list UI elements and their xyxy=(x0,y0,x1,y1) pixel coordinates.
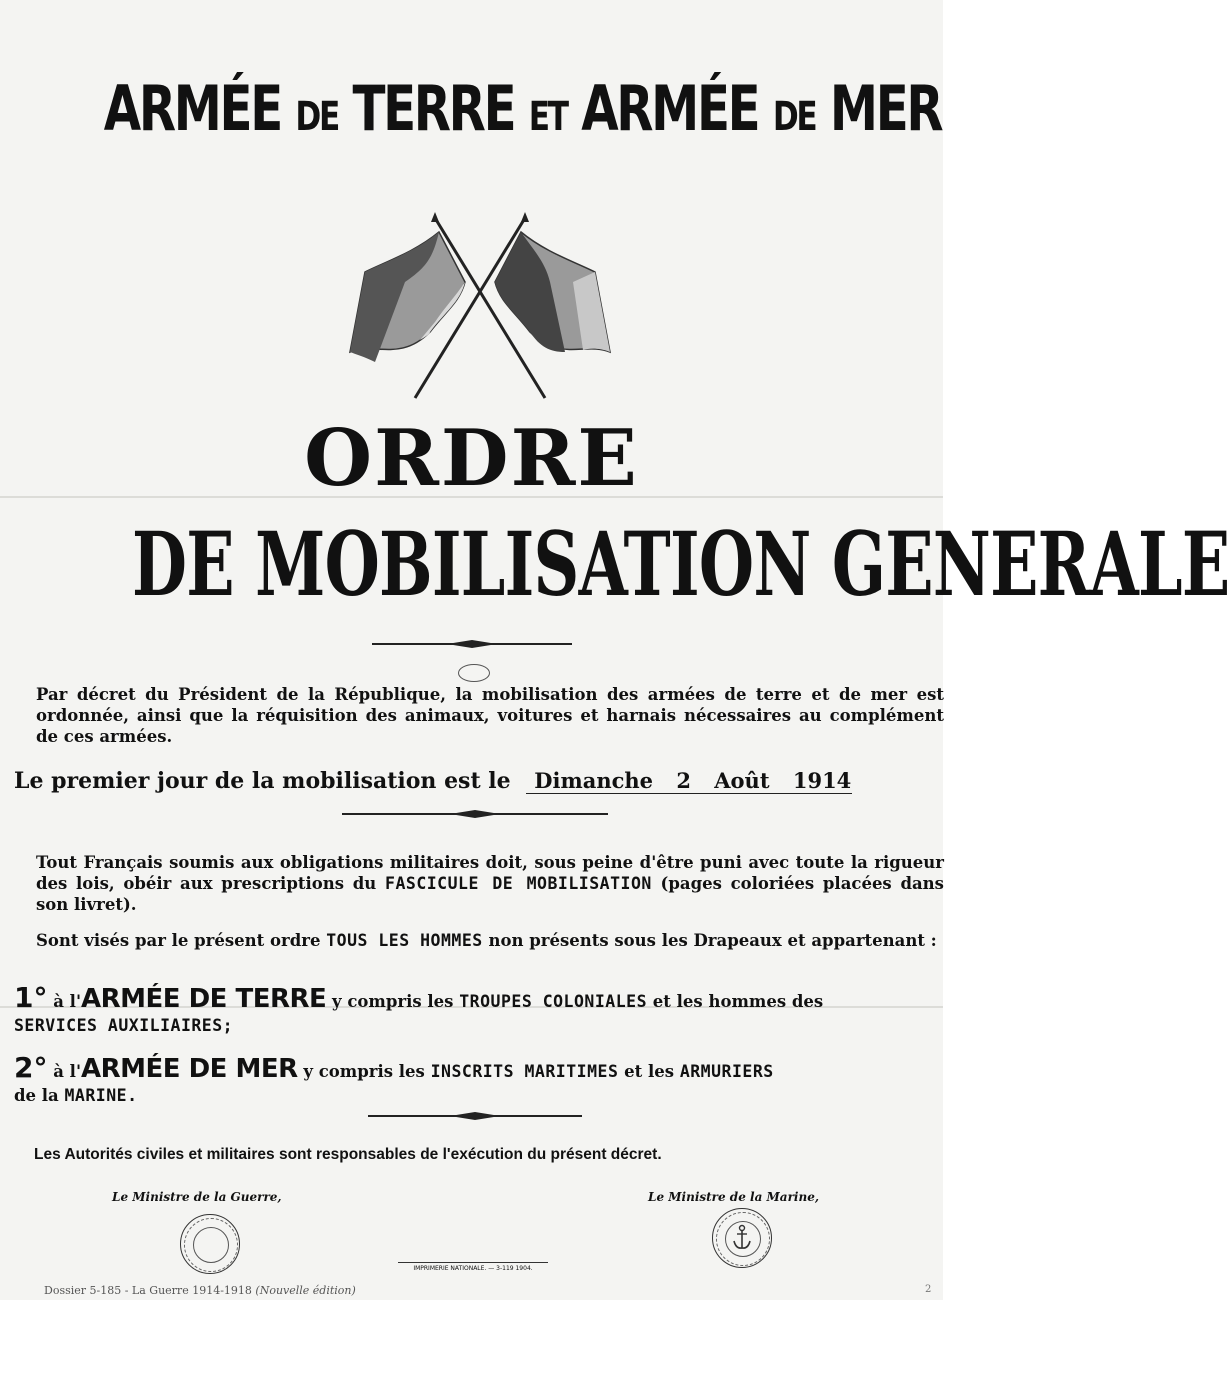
item-and: et les xyxy=(624,1062,675,1081)
archive-reference xyxy=(44,1284,356,1297)
pole-tip-left xyxy=(431,212,439,222)
minister-navy-signature: Le Ministre de la Marine, xyxy=(648,1190,819,1204)
item-a: à l' xyxy=(53,1062,81,1081)
dossier-edition: (Nouvelle édition) xyxy=(255,1284,356,1297)
page-number: 2 xyxy=(925,1284,932,1295)
decree-paragraph xyxy=(14,684,944,747)
title-word-armee: ARMÉE xyxy=(103,72,281,145)
date-day: Dimanche xyxy=(534,768,653,793)
first-day-label: Le premier jour de la mobilisation est le xyxy=(14,768,511,794)
concerned-text-after: non présents sous les Drapeaux et appartenant : xyxy=(488,931,937,950)
dossier-text: Dossier 5-185 - La Guerre 1914-1918 xyxy=(44,1284,252,1297)
decree-text: Par décret du Président de la République, la mobilisation des armées de terre et de mer est ordonnée, ainsi que la réquisition des animaux, voitures et harnais nécessaires au complément de ces armées. xyxy=(36,685,944,746)
title-word-terre: TERRE xyxy=(352,72,515,145)
ornament-divider xyxy=(372,640,572,648)
obligations-text xyxy=(14,852,944,915)
item-de-la: de la xyxy=(14,1086,59,1105)
anchor-icon xyxy=(732,1225,752,1251)
item-army-name: ARMÉE DE MER xyxy=(81,1054,298,1084)
title-word-mer: MER xyxy=(829,72,942,145)
heading-ordre: ORDRE xyxy=(304,413,639,504)
fascicule-emphasis: FASCICULE DE MOBILISATION xyxy=(385,874,652,893)
item-mid: y compris les xyxy=(303,1062,425,1081)
marine: MARINE. xyxy=(64,1086,138,1105)
date-month: Août xyxy=(714,768,770,793)
ornament-divider xyxy=(368,1112,582,1120)
war-ministry-seal xyxy=(180,1214,240,1274)
first-day-date xyxy=(526,768,852,794)
printer-imprint: IMPRIMERIE NATIONALE. — 3-119 1904. xyxy=(398,1262,548,1272)
authorities-statement: Les Autorités civiles et militaires sont responsables de l'exécution du présent décret. xyxy=(34,1146,662,1163)
navy-ministry-seal xyxy=(712,1208,772,1268)
minister-war-signature: Le Ministre de la Guerre, xyxy=(112,1190,282,1204)
item-number: 1° xyxy=(14,981,48,1014)
title-word-et: ET xyxy=(528,94,567,140)
item-mid: y compris les xyxy=(332,992,454,1011)
item-armee-de-mer xyxy=(14,1051,944,1108)
services-auxiliaires: SERVICES AUXILIAIRES; xyxy=(14,1016,234,1035)
concerned-text xyxy=(14,930,944,951)
date-number: 2 xyxy=(676,768,691,793)
item-armee-de-terre xyxy=(14,981,944,1038)
item-a: à l' xyxy=(53,992,81,1011)
title-word-armee-2: ARMÉE xyxy=(581,72,759,145)
poster-title xyxy=(103,72,942,145)
date-year: 1914 xyxy=(792,768,852,793)
inscrits-maritimes: INSCRITS MARITIMES xyxy=(430,1062,619,1081)
archive-stamp-small xyxy=(458,664,490,682)
item-and: et les hommes des xyxy=(652,992,824,1011)
obligations-text-before: Tout Français soumis aux obligations militaires doit, sous peine d'être puni avec toute la rigueur des lois, obéir aux prescriptions du xyxy=(36,853,944,893)
armuriers: ARMURIERS xyxy=(679,1062,774,1081)
concerned-text-before: Sont visés par le présent ordre xyxy=(36,931,321,950)
first-day-line xyxy=(14,768,852,794)
tous-les-hommes-emphasis: TOUS LES HOMMES xyxy=(326,931,483,950)
item-army-name: ARMÉE DE TERRE xyxy=(81,984,327,1014)
crossed-flags-illustration xyxy=(345,212,615,402)
title-word-de-2: DE xyxy=(772,94,816,140)
concerned-paragraph xyxy=(14,930,944,951)
heading-mobilisation-generale: DE MOBILISATION GENERALE xyxy=(132,512,1229,616)
title-word-de: DE xyxy=(295,94,338,140)
ornament-divider xyxy=(342,810,608,818)
obligations-text-after: (pages coloriées placées dans son livret). xyxy=(36,874,944,914)
item-number: 2° xyxy=(14,1051,48,1084)
obligations-paragraph xyxy=(14,852,944,915)
pole-tip-right xyxy=(521,212,529,222)
troupes-coloniales: TROUPES COLONIALES xyxy=(459,992,648,1011)
